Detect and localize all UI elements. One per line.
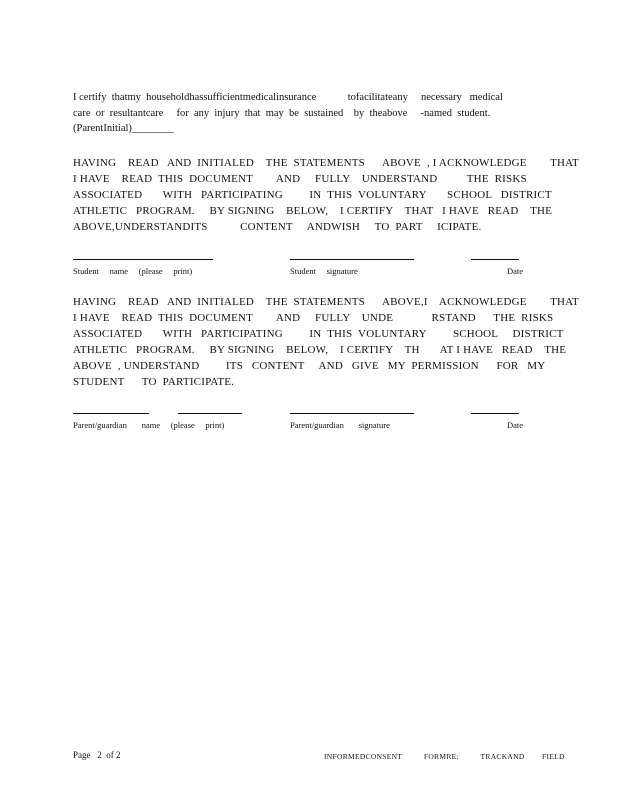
certification-line: care or resultantcare for any injury that may be sustained by theabove -named student. xyxy=(73,107,491,119)
ack-line: ASSOCIATED WITH PARTICIPATING IN THIS VOLUNTARY SCHOOL DISTRICT xyxy=(73,189,552,201)
ack-line: HAVING READ AND INITIALED THE STATEMENTS ABOVE , I ACKNOWLEDGE THAT xyxy=(73,157,579,169)
parent-initial-field[interactable]: (ParentInitial)________ xyxy=(73,123,174,134)
student-signature-label: Student signature xyxy=(290,266,358,276)
insurance-certification xyxy=(73,90,545,137)
ack-line: ATHLETIC PROGRAM. BY SIGNING BELOW, I CERTIFY TH AT I HAVE READ THE xyxy=(73,344,567,356)
parent-signature-label: Parent/guardian signature xyxy=(290,420,390,430)
student-name-line[interactable] xyxy=(73,259,213,260)
ack-line: ATHLETIC PROGRAM. BY SIGNING BELOW, I CERTIFY THAT I HAVE READ THE xyxy=(73,205,553,217)
parent-name-line-2[interactable] xyxy=(178,413,242,414)
ack-line: HAVING READ AND INITIALED THE STATEMENTS ABOVE,I ACKNOWLEDGE THAT xyxy=(73,296,579,308)
parent-date-line[interactable] xyxy=(471,413,519,414)
parent-date-label: Date xyxy=(507,420,524,430)
ack-line: ABOVE , UNDERSTAND ITS CONTENT AND GIVE MY PERMISSION FOR MY xyxy=(73,360,546,372)
certification-line: I certify thatmy householdhassufficientmedicalinsurance tofacilitateany necessary medical xyxy=(73,92,503,103)
parent-name-label: Parent/guardian name (please print) xyxy=(73,420,225,430)
student-date-label: Date xyxy=(507,266,524,276)
ack-line: I HAVE READ THIS DOCUMENT AND FULLY UNDE RSTAND THE RISKS xyxy=(73,312,554,324)
student-acknowledgment xyxy=(73,155,579,235)
parent-acknowledgment xyxy=(73,294,579,390)
student-signature-line[interactable] xyxy=(290,259,414,260)
parent-signature-line[interactable] xyxy=(290,413,414,414)
ack-line: ASSOCIATED WITH PARTICIPATING IN THIS VOLUNTARY SCHOOL DISTRICT xyxy=(73,328,564,340)
student-date-line[interactable] xyxy=(471,259,519,260)
parent-name-line[interactable] xyxy=(73,413,149,414)
ack-line: I HAVE READ THIS DOCUMENT AND FULLY UNDERSTAND THE RISKS xyxy=(73,173,527,185)
page-number: Page 2 of 2 xyxy=(73,750,121,760)
ack-line: ABOVE,UNDERSTANDITS CONTENT ANDWISH TO PART ICIPATE. xyxy=(73,221,482,233)
student-name-label: Student name (please print) xyxy=(73,266,193,276)
form-title-footer: INFORMEDCONSENT FORMRE: TRACKAND FIELD xyxy=(324,752,565,761)
ack-line: STUDENT TO PARTICIPATE. xyxy=(73,376,235,388)
